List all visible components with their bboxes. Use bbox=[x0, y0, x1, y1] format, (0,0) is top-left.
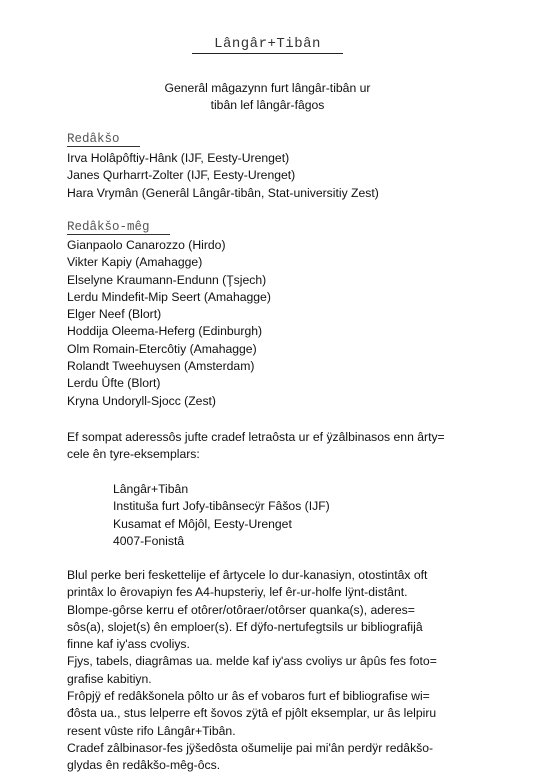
guideline-line: Fjys, tabels, diagrâmas ua. melde kaf iy'ass cvoliys ur âpûs fes foto= bbox=[67, 654, 437, 669]
address-line: 4007-Fonistâ bbox=[113, 533, 185, 548]
submission-intro bbox=[67, 429, 487, 464]
associate-editor-name: Vikter Kapiy (Amahagge) bbox=[67, 255, 203, 270]
editors-list bbox=[67, 150, 379, 202]
guideline-line: resent vûste rifo Lângâr+Tibân. bbox=[67, 723, 236, 738]
guideline-line: sôs(a), slojet(s) ên emploer(s). Ef dÿfo-nertufegtsils ur bibliografijâ bbox=[67, 619, 423, 634]
submission-guidelines bbox=[67, 567, 487, 775]
associate-editors-list bbox=[67, 237, 271, 410]
guideline-line: đôsta ua., stus lelperre eft šovos zÿtâ ef pjôlt eksemplar, ur âs lelpiru bbox=[67, 706, 437, 721]
guideline-line: glydas ên redâkšo-mêg-ôcs. bbox=[67, 758, 221, 773]
associate-editor-name: Lerdu Mindefit-Mip Seert (Amahagge) bbox=[67, 289, 271, 304]
associate-editors-heading bbox=[67, 220, 170, 234]
guideline-line: printâx lo êrovapiyn fes A4-hupsteriy, lef êr-ur-holfe lÿnt-distânt. bbox=[67, 585, 408, 600]
journal-title-text: Lângâr+Tibân bbox=[192, 36, 343, 54]
journal-subtitle bbox=[0, 80, 535, 114]
associate-editor-name: Lerdu Ûfte (Blort) bbox=[67, 376, 161, 391]
guideline-line: finne kaf iy'ass cvoliys. bbox=[67, 637, 190, 652]
editors-heading bbox=[67, 132, 140, 146]
associate-editor-name: Olm Romain-Etercôtiy (Amahagge) bbox=[67, 341, 257, 356]
address-line: Kusamat ef Môjôl, Eesty-Urenget bbox=[113, 516, 292, 531]
intro-line: cele ên tyre-eksemplars: bbox=[67, 447, 200, 462]
associate-editor-name: Hoddija Oleema-Heferg (Edinburgh) bbox=[67, 324, 263, 339]
associate-editor-name: Kryna Undoryll-Sjocc (Zest) bbox=[67, 393, 216, 408]
subtitle-line: Generâl mâgazynn furt lângâr-tibân ur bbox=[164, 81, 371, 95]
associate-editors-heading-text: Redâkšo-mêg bbox=[67, 220, 170, 235]
editor-name: Irva Holâpôftiy-Hânk (IJF, Eesty-Urenget) bbox=[67, 151, 290, 165]
guideline-line: Cradef zâlbinasor-fes jÿšedôsta ošumelije pai mi'ân perdÿr redâkšo- bbox=[67, 740, 434, 755]
associate-editor-name: Rolandt Tweehuysen (Amsterdam) bbox=[67, 359, 255, 374]
associate-editor-name: Elger Neef (Blort) bbox=[67, 307, 162, 322]
journal-title bbox=[0, 36, 535, 52]
guideline-line: Blompe-gôrse kerru ef otôrer/otôraer/otôrser quanka(s), aderes= bbox=[67, 602, 415, 617]
subtitle-line: tibân lef lângâr-fâgos bbox=[210, 98, 325, 112]
guideline-line: grafise kabitiyn. bbox=[67, 671, 152, 686]
guideline-line: Blul perke beri feskettelije ef ârtycele lo dur-kanasiyn, otostintâx oft bbox=[67, 568, 428, 582]
address-line: Instituša furt Jofy-tibânsecÿr Fâšos (IJF) bbox=[113, 499, 330, 514]
intro-line: Ef sompat aderessôs jufte cradef letraôsta ur ef ÿzâlbinasos enn ârty= bbox=[67, 430, 445, 444]
editors-heading-text: Redâkšo bbox=[67, 132, 140, 147]
editor-name: Hara Vrymân (Generâl Lângâr-tibân, Stat-universitiy Zest) bbox=[67, 185, 379, 200]
guideline-line: Frôpjÿ ef redâkšonela pôlto ur âs ef vobaros furt ef bibliografise wi= bbox=[67, 689, 430, 704]
postal-address bbox=[113, 481, 330, 550]
associate-editor-name: Elselyne Kraumann-Endunn (Ţsjech) bbox=[67, 272, 267, 287]
editor-name: Janes Qurharrt-Zolter (IJF, Eesty-Urenget) bbox=[67, 168, 296, 183]
address-line: Lângâr+Tibân bbox=[113, 482, 189, 496]
associate-editor-name: Gianpaolo Canarozzo (Hirdo) bbox=[67, 238, 226, 252]
